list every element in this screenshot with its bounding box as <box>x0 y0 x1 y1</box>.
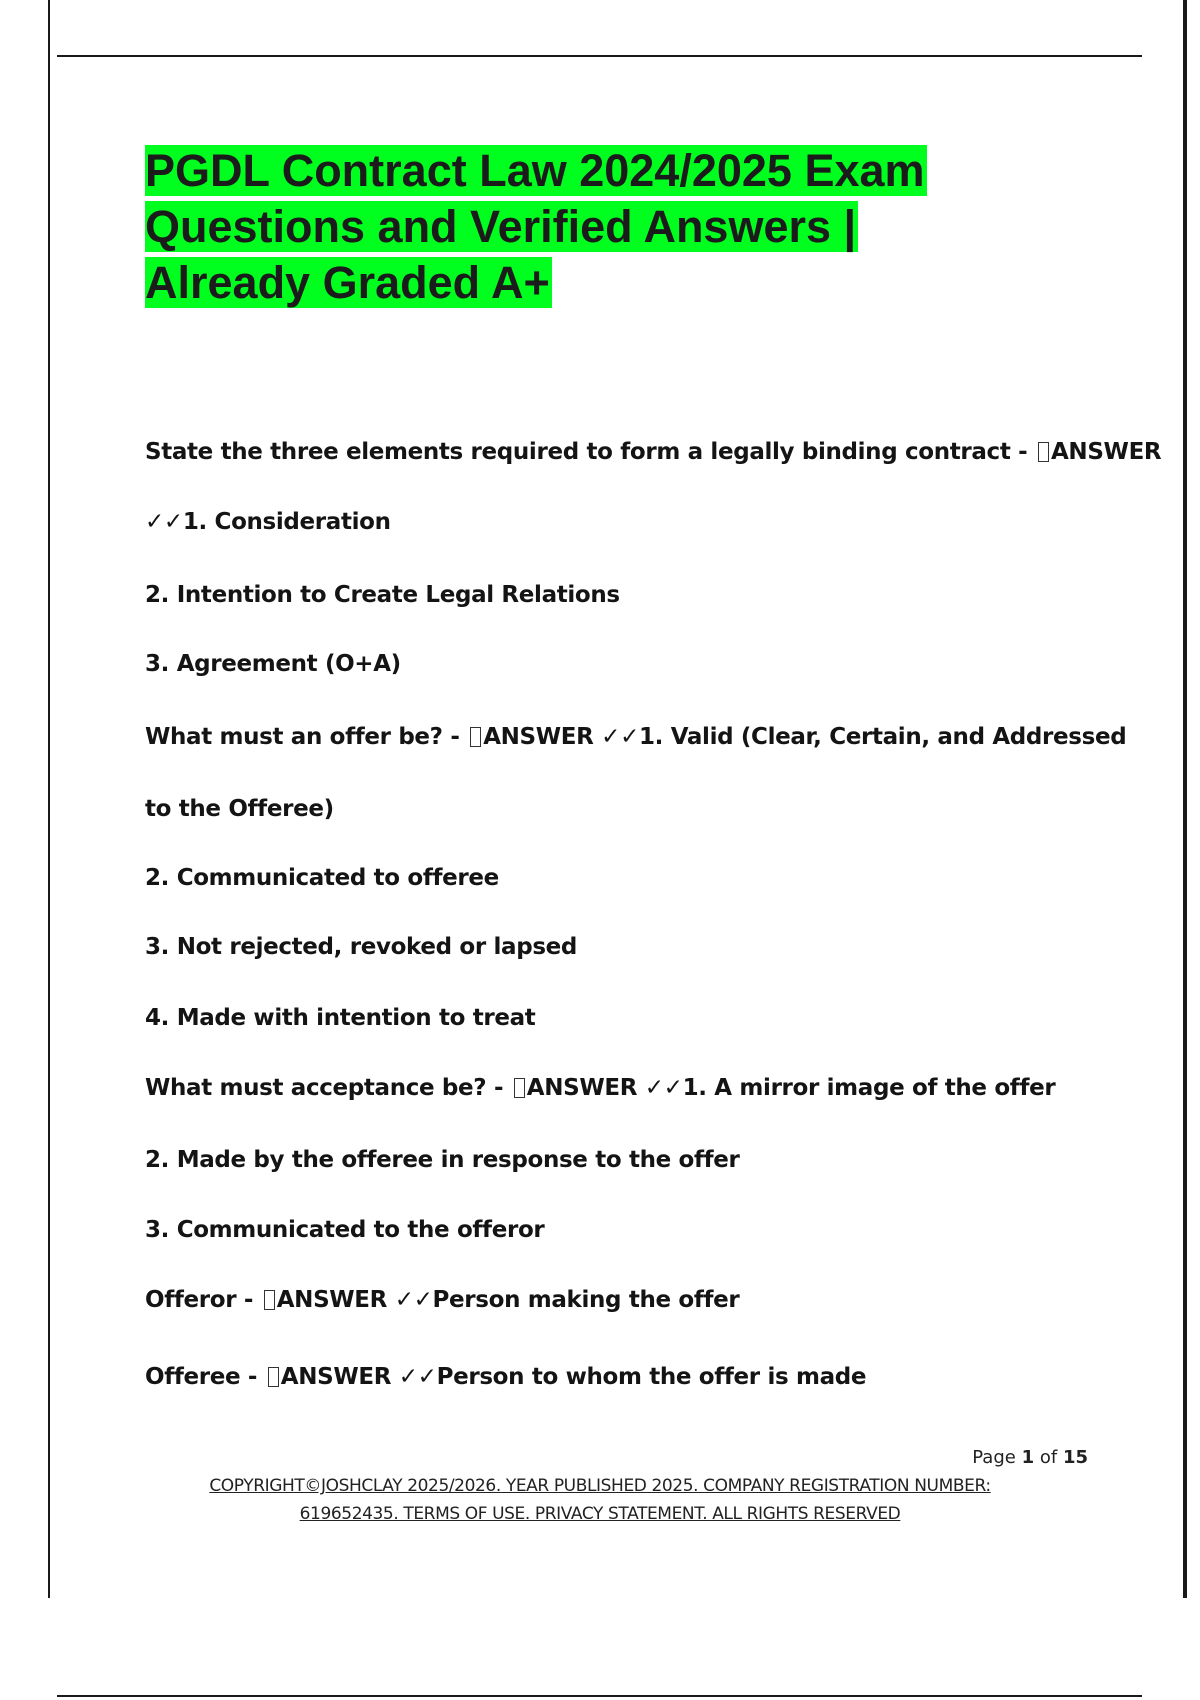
content-line: to the Offeree) <box>145 796 334 822</box>
content-line: State the three elements required to form a legally binding contract - ANSWER <box>145 439 1162 465</box>
double-check-icon: ✓✓ <box>601 724 639 750</box>
content-line: What must acceptance be? - ANSWER ✓✓1. A mirror image of the offer <box>145 1075 1056 1101</box>
top-rule <box>57 55 1142 57</box>
content-line: 3. Agreement (O+A) <box>145 651 401 677</box>
content-line: ✓✓1. Consideration <box>145 509 391 535</box>
missing-glyph-icon <box>514 1078 525 1098</box>
missing-glyph-icon <box>268 1367 279 1387</box>
document-title <box>145 143 1015 311</box>
bottom-rule <box>57 1695 1142 1697</box>
content-line: Offeree - ANSWER ✓✓Person to whom the offer is made <box>145 1364 867 1390</box>
double-check-icon: ✓✓ <box>398 1364 437 1390</box>
double-check-icon: ✓✓ <box>145 509 183 535</box>
missing-glyph-icon <box>470 727 481 747</box>
missing-glyph-icon <box>264 1290 275 1310</box>
copyright-line-2: 619652435. TERMS OF USE. PRIVACY STATEMENT. ALL RIGHTS RESERVED <box>299 1504 901 1524</box>
copyright-line-1: COPYRIGHT©JOSHCLAY 2025/2026. YEAR PUBLISHED 2025. COMPANY REGISTRATION NUMBER: <box>209 1476 991 1496</box>
double-check-icon: ✓✓ <box>644 1075 683 1101</box>
content-line: 2. Made by the offeree in response to the offer <box>145 1147 740 1173</box>
content-line: 2. Communicated to offeree <box>145 865 499 891</box>
page-border-left <box>48 0 50 1598</box>
page-border-right <box>1183 0 1187 1598</box>
content-line: 3. Communicated to the offeror <box>145 1217 545 1243</box>
content-line: 2. Intention to Create Legal Relations <box>145 582 620 608</box>
content-line: Offeror - ANSWER ✓✓Person making the offer <box>145 1287 740 1313</box>
page-number: Page 1 of 15 <box>972 1447 1088 1468</box>
content-line: 3. Not rejected, revoked or lapsed <box>145 934 578 960</box>
content-line: 4. Made with intention to treat <box>145 1005 536 1031</box>
content-line: What must an offer be? - ANSWER ✓✓1. Valid (Clear, Certain, and Addressed <box>145 724 1127 750</box>
title-highlight: PGDL Contract Law 2024/2025 Exam Questions and Verified Answers | Already Graded A+ <box>145 145 925 308</box>
double-check-icon: ✓✓ <box>394 1287 433 1313</box>
missing-glyph-icon <box>1038 442 1049 462</box>
copyright-notice <box>150 1472 1050 1528</box>
